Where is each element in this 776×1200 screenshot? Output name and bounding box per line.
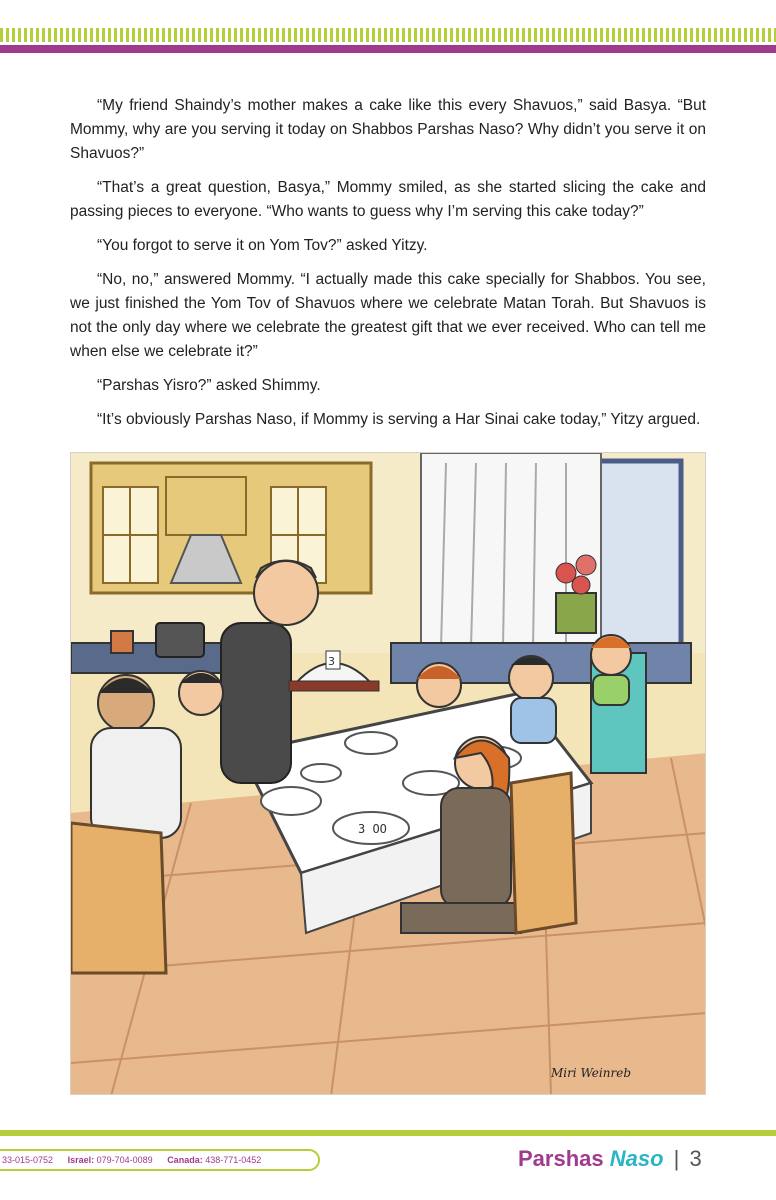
footer-brand bbox=[518, 1144, 702, 1174]
page-number: 3 bbox=[689, 1146, 702, 1171]
canada-label: Canada: bbox=[167, 1155, 203, 1165]
cake-label: 3 bbox=[328, 655, 335, 668]
footer-rule bbox=[0, 1130, 776, 1136]
paragraph: “You forgot to serve it on Yom Tov?” asked Yitzy. bbox=[97, 237, 428, 254]
israel-phone: 079-704-0089 bbox=[96, 1155, 153, 1165]
header-stripes bbox=[0, 28, 776, 42]
israel-label: Israel: bbox=[67, 1155, 95, 1165]
phone-partial: 33-015-0752 bbox=[2, 1155, 54, 1165]
header-decoration bbox=[0, 0, 776, 56]
artist-signature: Miri Weinreb bbox=[550, 1066, 631, 1080]
brand-title-naso: Naso bbox=[609, 1146, 664, 1171]
paragraph: “It’s obviously Parshas Naso, if Mommy is serving a Har Sinai cake today,” Yitzy argued. bbox=[97, 411, 701, 428]
paragraph: “Parshas Yisro?” asked Shimmy. bbox=[97, 377, 321, 394]
illustration-art bbox=[71, 453, 706, 1095]
brand-title-parshas: Parshas bbox=[518, 1146, 604, 1171]
paragraph: “My friend Shaindy’s mother makes a cake like this every Shavuos,” said Basya. “But Mommy, why are you serving it today on Shabbos Parshas Naso? Why didn’t you serve it on Shavuos?” bbox=[70, 97, 706, 162]
story-text bbox=[70, 94, 706, 442]
paragraph: “No, no,” answered Mommy. “I actually made this cake specially for Shabbos. You see, we just finished the Yom Tov of Shavuos where we celebrate Matan Torah. But Shavuos is not the only day where we celebrate the greatest gift that we ever received. Who can tell me when else we celebrate it?” bbox=[70, 271, 706, 360]
contact-info bbox=[0, 1149, 320, 1171]
brand-separator: | bbox=[673, 1146, 680, 1171]
canada-phone: 438-771-0452 bbox=[205, 1155, 262, 1165]
plate-label: 3 OO bbox=[358, 822, 387, 836]
paragraph: “That’s a great question, Basya,” Mommy smiled, as she started slicing the cake and passing pieces to everyone. “Who wants to guess why I’m serving this cake today?” bbox=[70, 179, 706, 220]
family-dinner-illustration bbox=[70, 452, 706, 1095]
header-bar bbox=[0, 45, 776, 53]
